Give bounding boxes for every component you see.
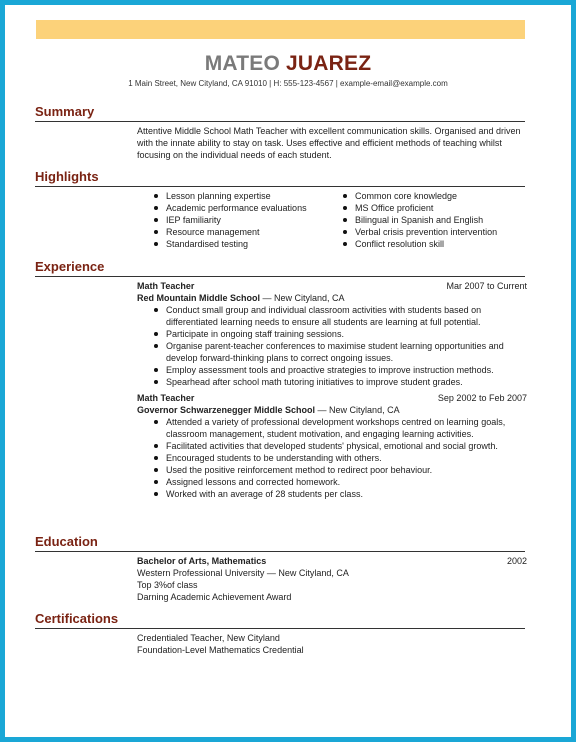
job-employer-line bbox=[137, 292, 527, 304]
list-item: Facilitated activities that developed students' physical, emotional and social growth. bbox=[137, 440, 527, 452]
education-heading: Education bbox=[35, 534, 98, 549]
list-item: Organise parent-teacher conferences to maximise student learning opportunities and develop forward-thinking plans to correct ongoing issues. bbox=[137, 340, 527, 364]
contact-line: 1 Main Street, New Cityland, CA 91010 | H: 555-123-4567 | example-email@example.com bbox=[128, 79, 448, 88]
last-name: JUAREZ bbox=[286, 52, 372, 75]
list-item: Worked with an average of 28 students per class. bbox=[137, 488, 527, 500]
highlights-divider bbox=[35, 186, 525, 187]
list-item: Spearhead after school math tutoring initiatives to improve student grades. bbox=[137, 376, 527, 388]
experience-block bbox=[137, 280, 527, 500]
highlights-right-list bbox=[326, 190, 526, 250]
header-color-bar bbox=[36, 20, 525, 39]
certification-item: Foundation-Level Mathematics Credential bbox=[137, 645, 304, 655]
certifications-heading: Certifications bbox=[35, 611, 119, 626]
list-item: Resource management bbox=[137, 226, 326, 238]
list-item: Employ assessment tools and proactive strategies to improve instruction methods. bbox=[137, 364, 527, 376]
degree-name: Bachelor of Arts, Mathematics bbox=[137, 556, 267, 566]
summary-block bbox=[137, 125, 527, 161]
highlights-left-list bbox=[137, 190, 326, 250]
job-employer: Governor Schwarzenegger Middle School bbox=[137, 405, 316, 415]
list-item: Verbal crisis prevention intervention bbox=[326, 226, 526, 238]
summary-text: Attentive Middle School Math Teacher with excellent communication skills. Organised and driven with the innate ability to stay on task. Uses effective and efficient methods of teaching whilst focusing on the individual needs of each student. bbox=[137, 126, 521, 160]
first-name: MATEO bbox=[204, 52, 280, 75]
education-award: Darning Academic Achievement Award bbox=[137, 592, 292, 602]
job-location: — New Cityland, CA bbox=[260, 293, 345, 303]
graduation-year: 2002 bbox=[506, 556, 527, 566]
list-item: Lesson planning expertise bbox=[137, 190, 326, 202]
job-location: — New Cityland, CA bbox=[315, 405, 400, 415]
summary-heading: Summary bbox=[35, 104, 95, 119]
list-item: Used the positive reinforcement method to redirect poor behaviour. bbox=[137, 464, 527, 476]
list-item: Common core knowledge bbox=[326, 190, 526, 202]
job-entry bbox=[137, 392, 527, 500]
job-duties bbox=[137, 416, 527, 500]
certifications-divider bbox=[35, 628, 525, 629]
job-dates: Mar 2007 to Current bbox=[446, 281, 527, 291]
candidate-name bbox=[0, 52, 576, 76]
degree-header bbox=[137, 555, 527, 567]
list-item: Attended a variety of professional development workshops centred on learning goals, classroom management, student motivation, and engaging learning activities. bbox=[137, 416, 527, 440]
school-line: Western Professional University — New Cityland, CA bbox=[137, 568, 349, 578]
list-item: Academic performance evaluations bbox=[137, 202, 326, 214]
list-item: Bilingual in Spanish and English bbox=[326, 214, 526, 226]
job-header bbox=[137, 392, 527, 404]
education-detail: Top 3%of class bbox=[137, 580, 198, 590]
job-duties bbox=[137, 304, 527, 388]
list-item: Conduct small group and individual classroom activities with students based on differentiated learning needs to ensure all students are learning at full potential. bbox=[137, 304, 527, 328]
education-block bbox=[137, 555, 527, 603]
job-entry bbox=[137, 280, 527, 388]
certification-item: Credentialed Teacher, New Cityland bbox=[137, 633, 280, 643]
experience-divider bbox=[35, 276, 525, 277]
job-title: Math Teacher bbox=[137, 393, 195, 403]
job-header bbox=[137, 280, 527, 292]
certifications-block bbox=[137, 632, 527, 656]
list-item: Encouraged students to be understanding with others. bbox=[137, 452, 527, 464]
list-item: MS Office proficient bbox=[326, 202, 526, 214]
list-item: Conflict resolution skill bbox=[326, 238, 526, 250]
education-divider bbox=[35, 551, 525, 552]
job-title: Math Teacher bbox=[137, 281, 195, 291]
list-item: Standardised testing bbox=[137, 238, 326, 250]
summary-divider bbox=[35, 121, 525, 122]
list-item: Assigned lessons and corrected homework. bbox=[137, 476, 527, 488]
highlights-heading: Highlights bbox=[35, 169, 99, 184]
job-employer: Red Mountain Middle School bbox=[137, 293, 260, 303]
job-dates: Sep 2002 to Feb 2007 bbox=[437, 393, 527, 403]
list-item: IEP familiarity bbox=[137, 214, 326, 226]
experience-heading: Experience bbox=[35, 259, 105, 274]
job-employer-line bbox=[137, 404, 527, 416]
highlights-block bbox=[137, 190, 527, 250]
list-item: Participate in ongoing staff training sessions. bbox=[137, 328, 527, 340]
